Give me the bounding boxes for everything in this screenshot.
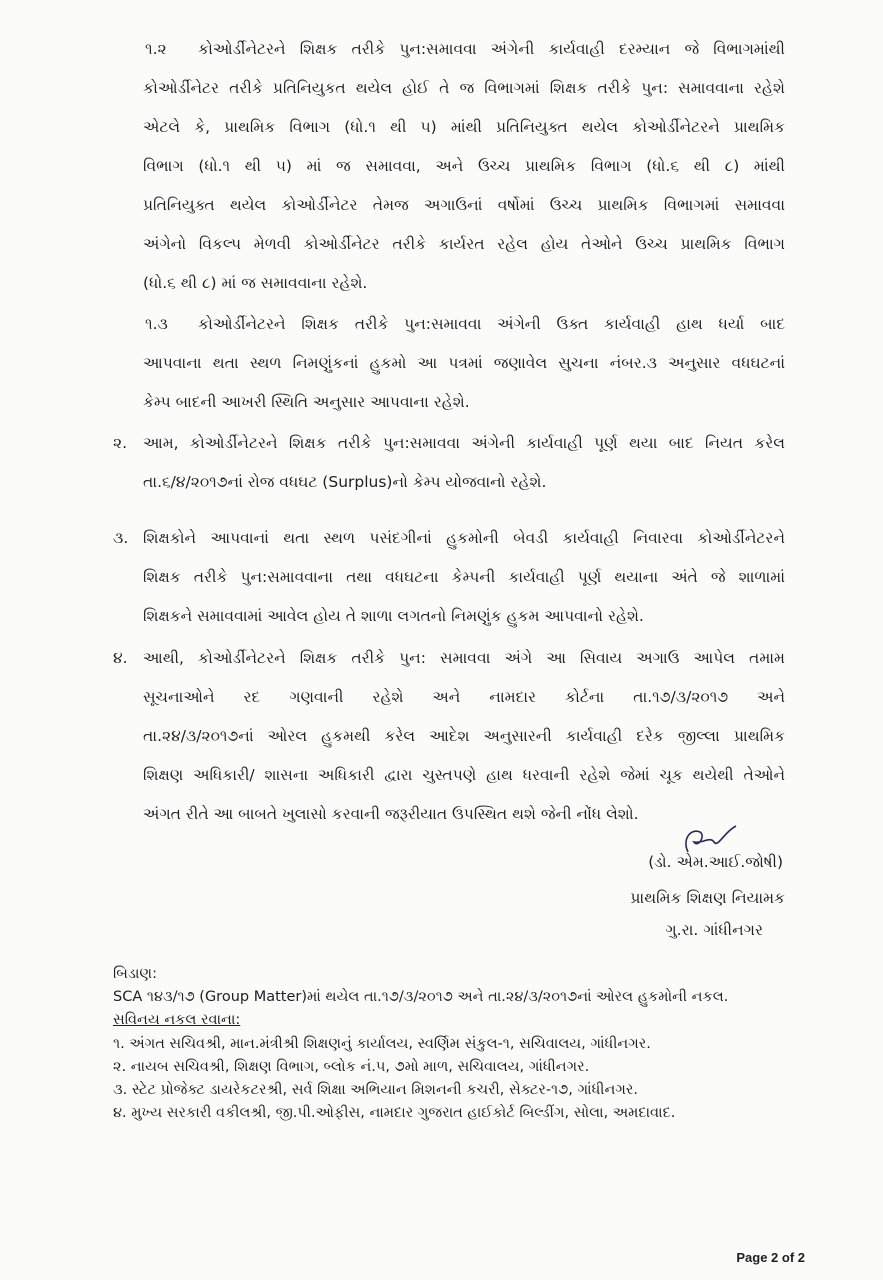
paragraph [143, 30, 785, 303]
paragraph-number: ૩. [113, 529, 129, 547]
paragraph-line: શિક્ષકોને આપવાનાં થતા સ્થળ પસંદગીનાં હુકમોની બેવડી કાર્યવાહી નિવારવા કોઓર્ડીનેટરને [143, 529, 785, 547]
signatory-place: ગુ.રા. ગાંધીનગર [665, 921, 763, 939]
paragraph-line: તા.૬/૪/૨૦૧૭નાં રોજ વધઘટ (Surplus)નો કેમ્પ યોજવાનો રહેશે. [143, 473, 547, 491]
paragraph-line: પ્રતિનિયુક્ત થયેલ કોઓર્ડીનેટર તેમજ અગાઉનાં વર્ષોમાં ઉચ્ચ પ્રાથમિક વિભાગમાં સમાવવા [143, 196, 785, 214]
paragraph-line: કેમ્પ બાદની આખરી સ્થિતિ અનુસાર આપવાના રહેશે. [143, 393, 470, 411]
paragraph [143, 305, 785, 422]
copies-heading: સવિનય નકલ રવાના: [113, 1012, 241, 1028]
signatory-designation: પ્રાથમિક શિક્ષણ નિયામક [630, 889, 785, 907]
paragraph-line: અંગેનો વિકલ્પ મેળવી કોઓર્ડીનેટર તરીકે કાર્યરત રહેલ હોય તેઓને ઉચ્ચ પ્રાથમિક વિભાગ [143, 235, 785, 253]
paragraph [113, 424, 785, 502]
paragraph-line: અંગત રીતે આ બાબતે ખુલાસો કરવાની જરૂરીયાત ઉપસ્થિત થશે જેની નોંધ લેશો. [143, 805, 639, 823]
enclosure-label: બિડાણ: [113, 966, 157, 982]
paragraph [113, 519, 785, 636]
paragraph-number: ૧.૨ [145, 40, 167, 58]
paragraph-number: ૨. [113, 434, 128, 452]
paragraph-line: શિક્ષણ અધિકારી/ શાસના અધિકારી દ્વારા ચુસ્તપણે હાથ ધરવાની રહેશે જેમાં ચૂક થયેથી તેઓને [143, 766, 785, 784]
copy-item: ૨. નાયબ સચિવશ્રી, શિક્ષણ વિભાગ, બ્લોક નં.૫, ૭મો માળ, સચિવાલય, ગાંધીનગર. [113, 1059, 590, 1075]
paragraph-line: કોઓર્ડીનેટરને શિક્ષક તરીકે પુન:સમાવવા અંગેની ઉક્ત કાર્યવાહી હાથ ધર્યા બાદ [198, 315, 785, 333]
paragraph-line: તા.૨૪/૩/૨૦૧૭નાં ઓરલ હુકમથી કરેલ આદેશ અનુસારની કાર્યવાહી દરેક જીલ્લા પ્રાથમિક [143, 727, 785, 745]
paragraph-line: (ધો.૬ થી ૮) માં જ સમાવવાના રહેશે. [143, 274, 368, 292]
paragraph-line: વિભાગ (ધો.૧ થી ૫) માં જ સમાવવા, અને ઉચ્ચ પ્રાથમિક વિભાગ (ધો.૬ થી ૮) માંથી [143, 157, 785, 175]
paragraph-number: ૪. [113, 649, 128, 667]
page-number: Page 2 of 2 [736, 1250, 805, 1265]
paragraph-line: આથી, કોઓર્ડીનેટરને શિક્ષક તરીકે પુન: સમાવવા અંગે આ સિવાય અગાઉ આપેલ તમામ [143, 649, 785, 667]
paragraph-line: સૂચનાઓને રદ ગણવાની રહેશે અને નામદાર કોર્ટના તા.૧૭/૩/૨૦૧૭ અને [143, 688, 785, 706]
copy-item: ૪. મુખ્ય સરકારી વકીલશ્રી, જી.પી.ઓફીસ, નામદાર ગુજરાત હાઈકોર્ટ બિલ્ડીંગ, સોલા, અમદાવાદ. [113, 1105, 676, 1121]
paragraph-line: શિક્ષક તરીકે પુન:સમાવવાના તથા વધઘટના કેમ્પની કાર્યવાહી પૂર્ણ થયાના અંતે જે શાળામાં [143, 568, 785, 586]
paragraph-line: કોઓર્ડીનેટર તરીકે પ્રતિનિયુકત થયેલ હોઈ તે જ વિભાગમાં શિક્ષક તરીકે પુન: સમાવવાના રહેશે [143, 79, 785, 97]
paragraph-line: શિક્ષકને સમાવવામાં આવેલ હોય તે શાળા લગતનો નિમણુંક હુકમ આપવાનો રહેશે. [143, 607, 644, 625]
paragraph [113, 639, 785, 834]
copy-item: ૧. અંગત સચિવશ્રી, માન.મંત્રીશ્રી શિક્ષણનું કાર્યાલય, સ્વર્ણિમ સંકુલ-૧, સચિવાલય, ગાંધીનગર. [113, 1036, 651, 1052]
signatory-name: (ડો. એમ.આઈ.જોષી) [648, 853, 783, 871]
paragraph-line: એટલે કે, પ્રાથમિક વિભાગ (ધો.૧ થી ૫) માંથી પ્રતિનિયુક્ત થયેલ કોઓર્ડીનેટરને પ્રાથમિક [143, 118, 785, 136]
paragraph-line: આમ, કોઓર્ડીનેટરને શિક્ષક તરીકે પુન:સમાવવા અંગેની કાર્યવાહી પૂર્ણ થયા બાદ નિયત કરેલ [143, 434, 785, 452]
enclosure-text: SCA ૧૪૩/૧૭ (Group Matter)માં થયેલ તા.૧૭/૩/૨૦૧૭ અને તા.૨૪/૩/૨૦૧૭નાં ઓરલ હુકમોની નકલ. [113, 989, 729, 1005]
copy-item: ૩. સ્ટેટ પ્રોજેક્ટ ડાયરેકટરશ્રી, સર્વ શિક્ષા અભિયાન મિશનની કચરી, સેક્ટર-૧૭, ગાંધીનગર. [113, 1082, 638, 1098]
paragraph-line: આપવાના થતા સ્થળ નિમણુંકનાં હુકમો આ પત્રમાં જણાવેલ સુચના નંબર.૩ અનુસાર વધઘટનાં [143, 354, 785, 372]
paragraph-number: ૧.૩ [145, 315, 168, 333]
paragraph-line: કોઓર્ડીનેટરને શિક્ષક તરીકે પુન:સમાવવા અંગેની કાર્યવાહી દરમ્યાન જે વિભાગમાંથી [198, 40, 785, 58]
